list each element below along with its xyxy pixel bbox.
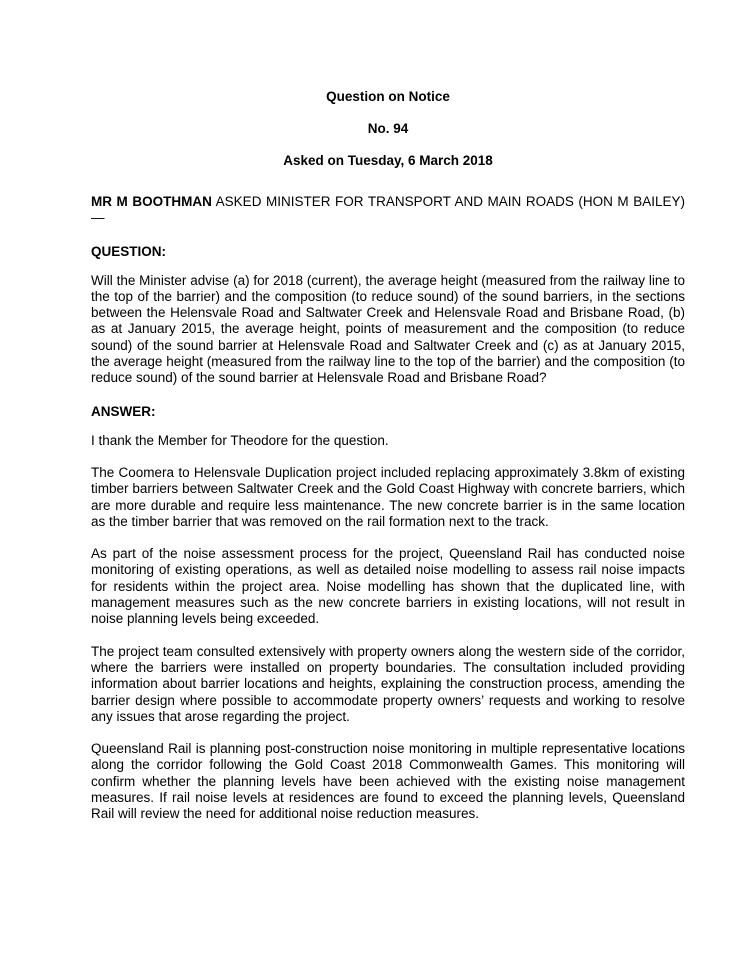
- answer-paragraph-5: Queensland Rail is planning post-construction noise monitoring in multiple representative locations along the corridor following the Gold Coast 2018 Commonwealth Games. This monitoring will confirm whether the planning levels have been achieved with the existing noise management measures. If rail noise levels at residences are found to exceed the planning levels, Queensland Rail will review the need for additional noise reduction measures.: [91, 741, 685, 822]
- answer-paragraph-3: As part of the noise assessment process for the project, Queensland Rail has conducted noise monitoring of existing operations, as well as detailed noise modelling to assess rail noise impacts for residents within the project area. Noise modelling has shown that the duplicated line, with management measures such as the new concrete barriers in existing locations, will not result in noise planning levels being exceeded.: [91, 546, 685, 627]
- question-text: Will the Minister advise (a) for 2018 (current), the average height (measured from the railway line to the top of the barrier) and the composition (to reduce sound) of the sound barriers, in the sections between the Helensvale Road and Saltwater Creek and Helensvale Road and Brisbane Road, (b) as at January 2015, the average height, points of measurement and the composition (to reduce sound) of the sound barrier at Helensvale Road and Saltwater Creek and (c) as at January 2015, the average height (measured from the railway line to the top of the barrier) and the composition (to reduce sound) of the sound barrier at Helensvale Road and Brisbane Road?: [91, 272, 685, 386]
- answer-paragraph-4: The project team consulted extensively with property owners along the western side of the corridor, where the barriers were installed on property boundaries. The consultation included providing information about barrier locations and heights, explaining the construction process, amending the barrier design where possible to accommodate property owners’ requests and working to resolve any issues that arose regarding the project.: [91, 643, 685, 724]
- asker-line: [91, 194, 685, 227]
- answer-paragraph-1: I thank the Member for Theodore for the question.: [91, 432, 389, 448]
- answer-label: ANSWER:: [91, 403, 156, 419]
- asker-name: MR M BOOTHMAN: [91, 194, 212, 209]
- answer-paragraph-2: The Coomera to Helensvale Duplication project included replacing approximately 3.8km of existing timber barriers between Saltwater Creek and the Gold Coast Highway with concrete barriers, which are more durable and require less maintenance. The new concrete barrier is in the same location as the timber barrier that was removed on the rail formation next to the track.: [91, 464, 685, 529]
- question-label: QUESTION:: [91, 243, 167, 259]
- document-title: Question on Notice: [326, 89, 450, 104]
- question-number: No. 94: [367, 121, 409, 136]
- document-page: [91, 88, 685, 839]
- asked-date: Asked on Tuesday, 6 March 2018: [283, 153, 493, 168]
- asker-addressee: ASKED MINISTER FOR TRANSPORT AND MAIN ROADS (HON M BAILEY)—: [91, 194, 686, 226]
